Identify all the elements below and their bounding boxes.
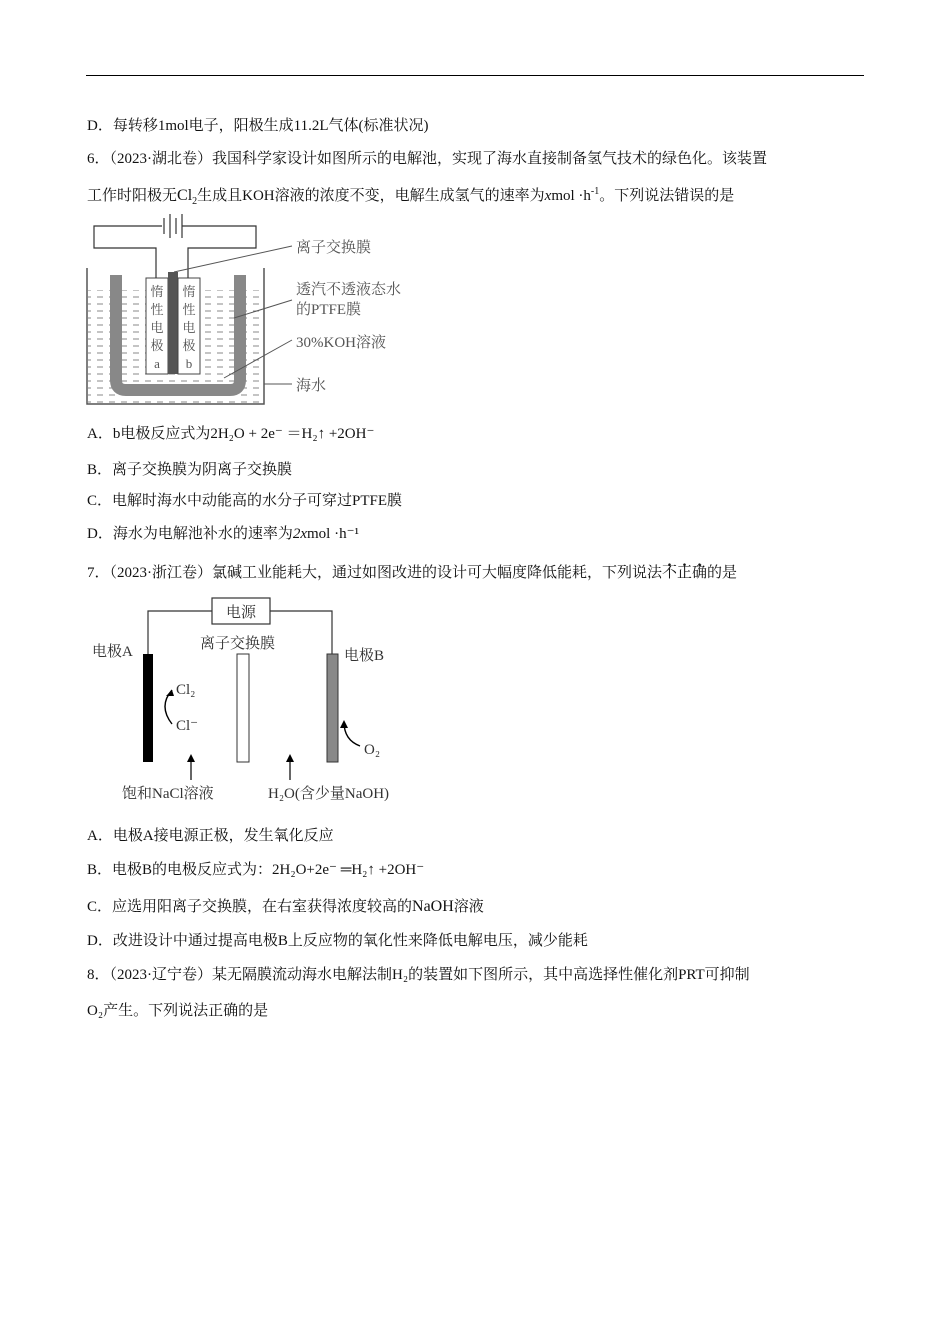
membrane-label-q7: 离子交换膜 (200, 636, 276, 652)
electrode-b-c2: 性 (182, 302, 196, 317)
o2-label: O₂ (364, 742, 381, 758)
q8-stem-line2: O₂产生。下列说法正确的是 (87, 1003, 269, 1019)
q6-electrolysis-figure (84, 210, 424, 410)
electrode-a-c4: 极 (150, 338, 164, 353)
electrode-b-c5: b (185, 356, 193, 371)
electrode-b-label: 电极B (344, 648, 385, 664)
ptfe-label-1: 透汽不透液态水 (296, 282, 402, 298)
q7-stem: 7．（2023·浙江卷）氯碱工业能耗大，通过如图改进的设计可大幅度降低能耗，下列说法不正确的是 (87, 565, 738, 581)
electrode-b-c1: 惰 (182, 284, 196, 299)
electrode-a-c1: 惰 (150, 284, 164, 299)
cl2-label: Cl₂ (176, 682, 196, 698)
q7-option-c: C．应选用阳离子交换膜，在右室获得浓度较高的NaOH溶液 (87, 898, 484, 915)
q7-option-a: A．电极A接电源正极，发生氧化反应 (87, 828, 334, 844)
power-label: 电源 (225, 605, 257, 621)
nacl-label: 饱和NaCl溶液 (122, 786, 214, 802)
q6-option-d: D．海水为电解池补水的速率为2xmol ·h⁻¹ (87, 526, 360, 542)
electrode-a-c3: 电 (150, 320, 164, 335)
q8-stem-line1: 8．（2023·辽宁卷）某无隔膜流动海水电解法制H₂的装置如下图所示，其中高选择性催化剂PRT可抑制 (87, 967, 750, 983)
membrane-label: 离子交换膜 (296, 240, 372, 256)
header-rule (86, 75, 864, 76)
electrode-b-c4: 极 (182, 338, 196, 353)
seawater-label: 海水 (296, 378, 327, 394)
electrode-a-label: 电极A (92, 644, 133, 660)
electrode-b-c3: 电 (182, 320, 196, 335)
electrode-a-c5: a (154, 356, 160, 371)
koh-label: 30%KOH溶液 (296, 335, 386, 351)
q5-option-d: D．每转移1mol电子，阳极生成11.2L气体(标准状况) (87, 118, 429, 134)
q7-option-d: D．改进设计中通过提高电极B上反应物的氧化性来降低电解电压，减少能耗 (87, 933, 588, 949)
q6-option-c: C．电解时海水中动能高的水分子可穿过PTFE膜 (87, 493, 403, 509)
cl-minus-label: Cl⁻ (176, 718, 199, 734)
q6-stem-line2: 工作时阳极无$Cl_2$生成且KOH溶液的浓度不变，电解生成氢气的速率为xmol $\cdot h^{-1}$。下列说法错误的是 (87, 186, 735, 207)
electrode-a-c2: 性 (150, 302, 164, 317)
q7-chlor-alkali-figure (88, 594, 428, 809)
h2o-label: H₂O(含少量NaOH) (268, 786, 390, 802)
q6-option-b: B．离子交换膜为阴离子交换膜 (87, 462, 293, 478)
q7-option-b: B．电极B的电极反应式为：2H₂O+2e⁻ ═H₂↑ +2OH⁻ (87, 862, 425, 878)
ptfe-label-2: 的PTFE膜 (296, 302, 362, 318)
q6-stem-line1: 6．（2023·湖北卷）我国科学家设计如图所示的电解池，实现了海水直接制备氢气技术的绿色化。该装置 (87, 151, 767, 167)
q6-option-a: A．b电极反应式为2H₂O + 2e⁻ ＝H₂↑ +2OH⁻ (87, 426, 375, 442)
